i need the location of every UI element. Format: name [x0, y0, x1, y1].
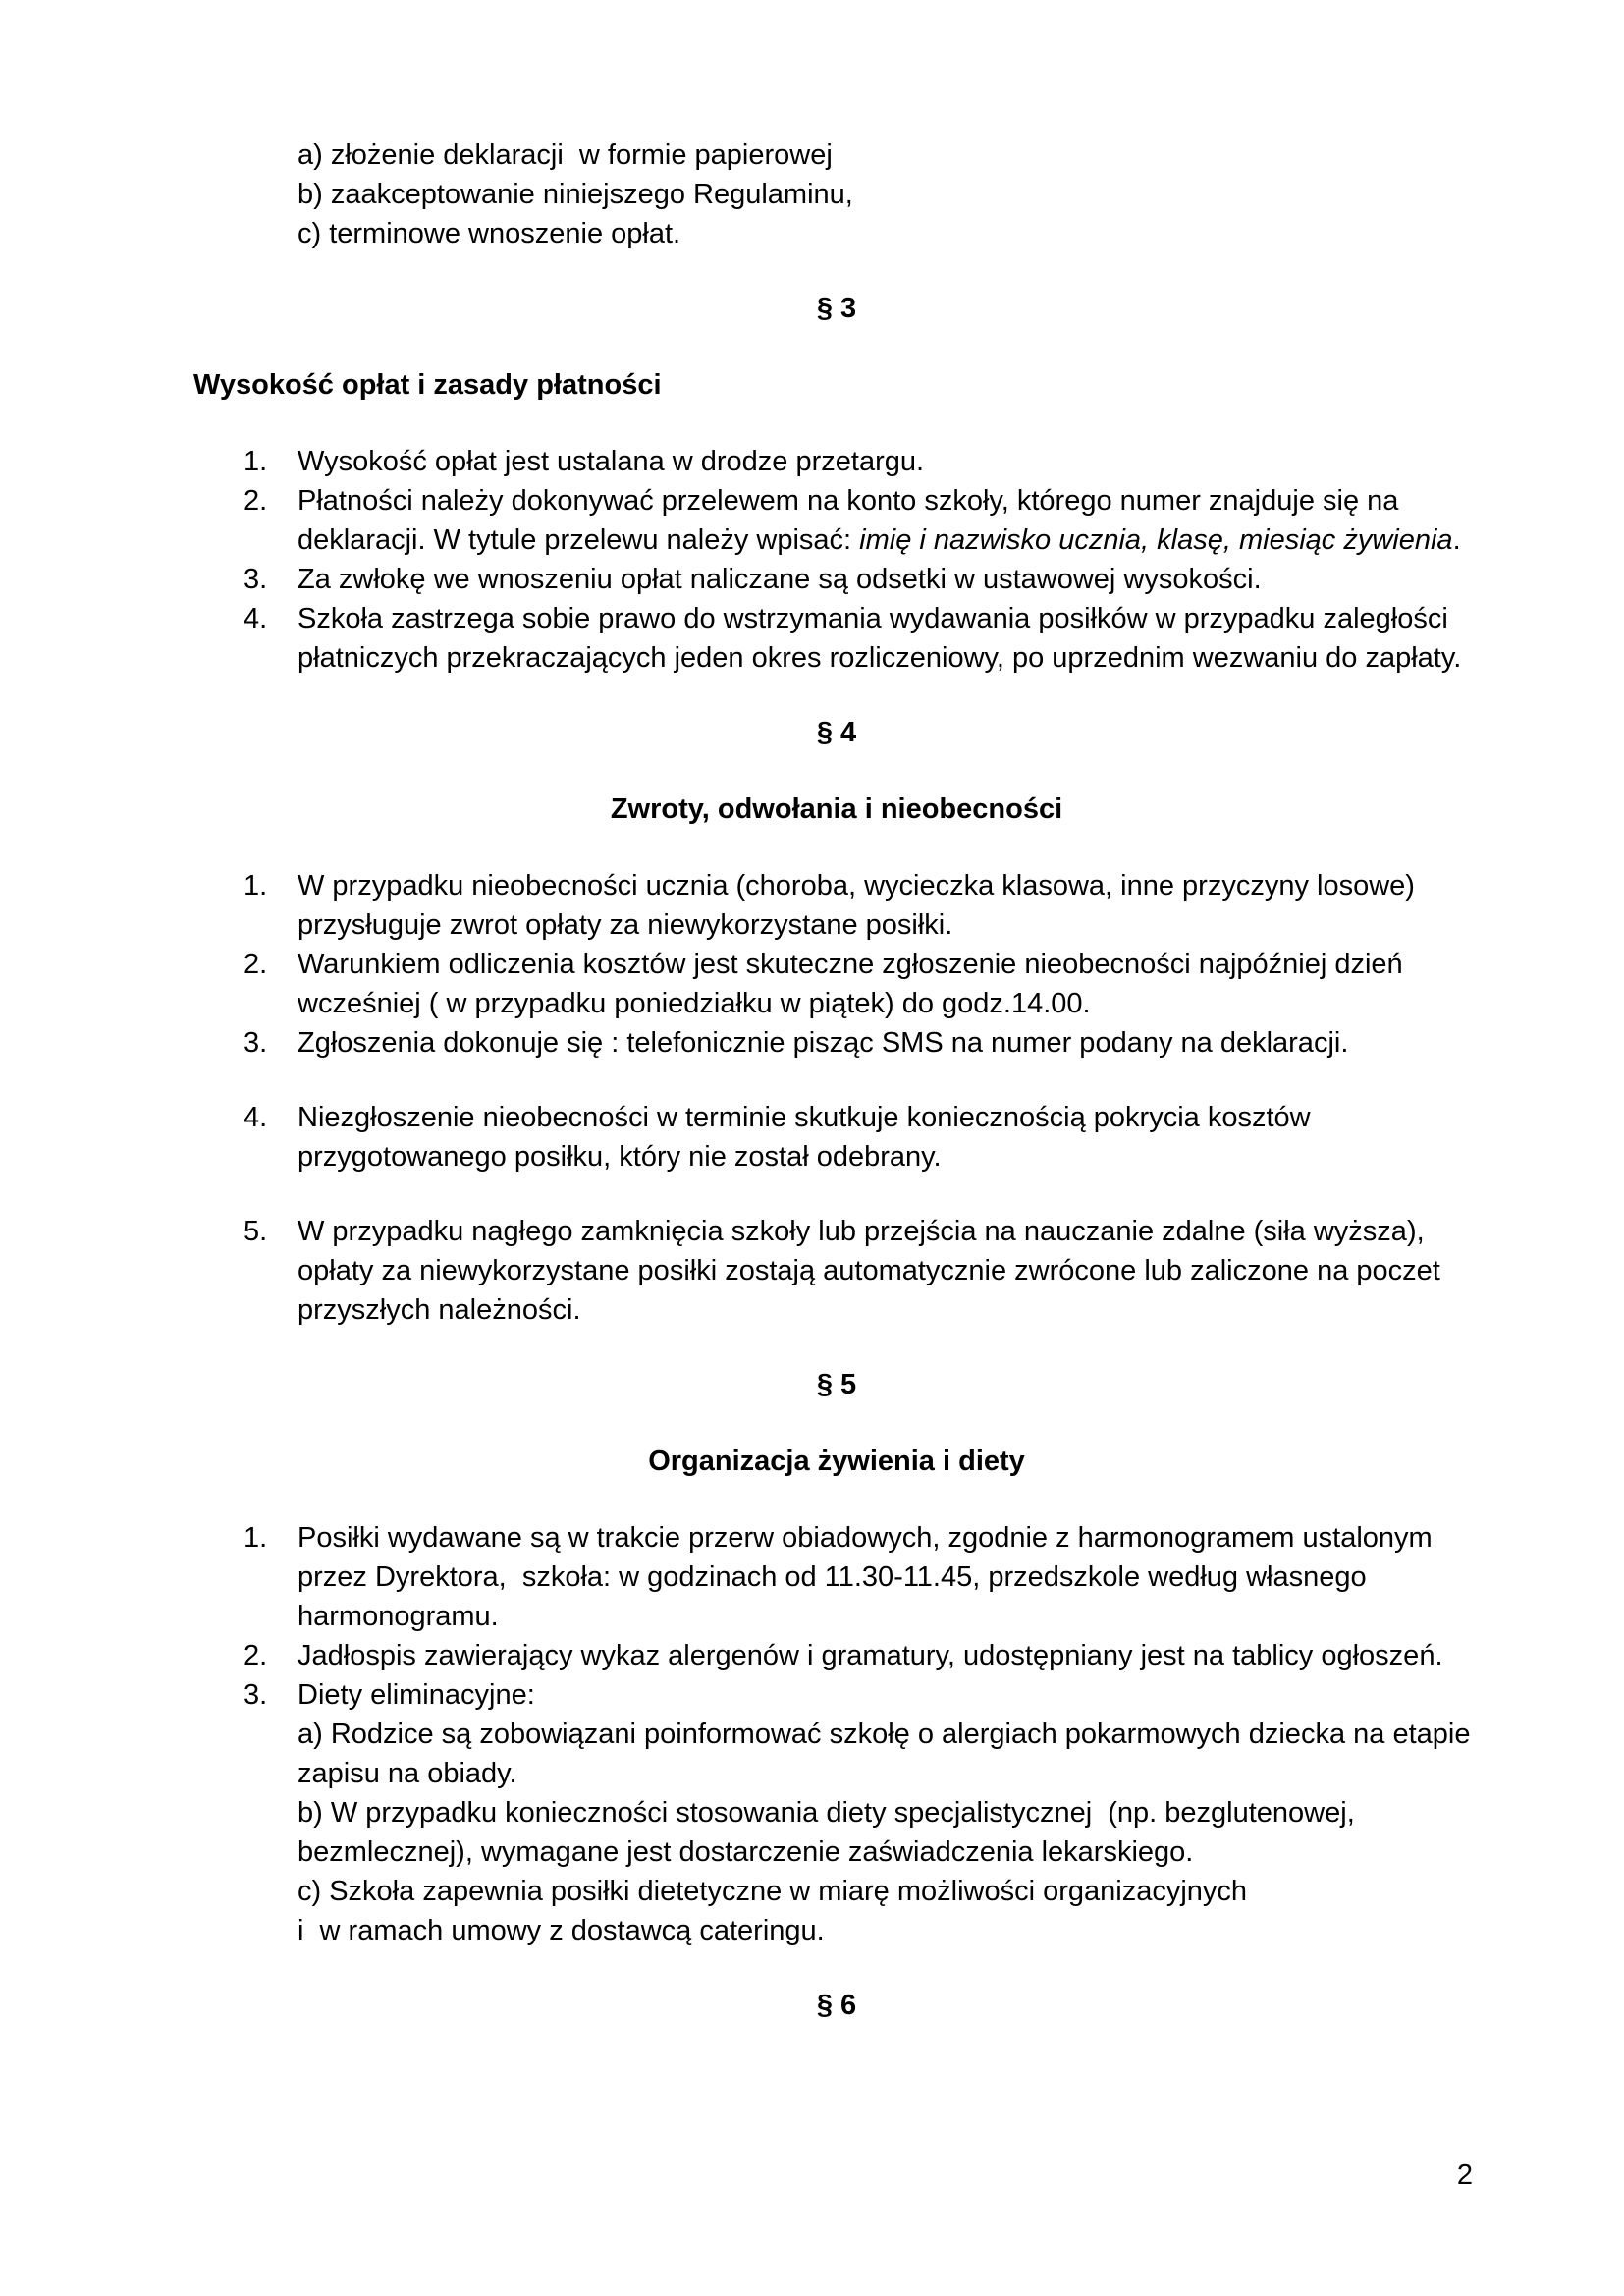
item-number: 2. — [244, 485, 268, 517]
item-paragraph — [298, 1679, 535, 1711]
item-number: 3. — [244, 564, 268, 595]
item-number: 5. — [244, 1216, 268, 1247]
item-number: 1. — [244, 1522, 268, 1554]
item-paragraph — [298, 446, 924, 477]
text-run: Jadłospis zawierający wykaz alergenów i gramatury, udostępniany jest na tablicy ogłoszeń. — [298, 1640, 1443, 1671]
text-run: W przypadku nagłego zamknięcia szkoły lub przejścia na nauczanie zdalne (siła wyższa), opłaty za niewykorzystane posiłki zostają automatycznie zwrócone lub zaliczone na poczet przyszłych należności. — [298, 1216, 1448, 1326]
item-number: 3. — [244, 1027, 268, 1059]
list-item — [193, 1212, 1480, 1330]
list-item — [193, 1098, 1480, 1176]
page-number: 2 — [1456, 2159, 1473, 2191]
sections-container — [193, 289, 1480, 2025]
section-marker: § 3 — [816, 293, 857, 324]
item-text — [298, 481, 1480, 560]
item-number: 4. — [244, 603, 268, 634]
item-text — [298, 1675, 1480, 1950]
section-heading: Organizacja żywienia i diety — [648, 1446, 1025, 1477]
item-paragraph — [298, 949, 1411, 1019]
item-text — [298, 1212, 1480, 1330]
text-run: Zgłoszenia dokonuje się : telefonicznie pisząc SMS na numer podany na deklaracji. — [298, 1027, 1349, 1059]
list-item — [193, 442, 1480, 481]
list-item — [193, 560, 1480, 599]
item-paragraph — [298, 485, 1461, 556]
item-text — [298, 442, 1480, 481]
sub-line: i w ramach umowy z dostawcą cateringu. — [298, 1915, 825, 1946]
sub-line: c) Szkoła zapewnia posiłki dietetyczne w miarę możliwości organizacyjnych — [298, 1876, 1248, 1907]
document-content — [193, 136, 1480, 2025]
section — [193, 1365, 1480, 1950]
sub-line: a) Rodzice są zobowiązani poinformować szkołę o alergiach pokarmowych dziecka na etapie zapisu na obiady. — [298, 1719, 1479, 1789]
item-number: 1. — [244, 870, 268, 902]
item-paragraph — [298, 1522, 1440, 1632]
item-paragraph — [298, 870, 1423, 941]
list-item — [193, 481, 1480, 560]
item-paragraph — [298, 603, 1461, 674]
text-run: . — [1452, 524, 1461, 556]
section-heading: Wysokość opłat i zasady płatności — [193, 369, 662, 401]
item-paragraph — [298, 1102, 1319, 1173]
text-run: Szkoła zastrzega sobie prawo do wstrzymania wydawania posiłków w przypadku zaległości płatniczych przekraczających jeden okres rozliczeniowy, po uprzednim wezwaniu do zapłaty. — [298, 603, 1462, 674]
list-item — [193, 1023, 1480, 1063]
ordered-list — [193, 442, 1480, 678]
text-run: Wysokość opłat jest ustalana w drodze przetargu. — [298, 446, 925, 477]
item-number: 4. — [244, 1102, 268, 1133]
text-run: imię i nazwisko ucznia, klasę, miesiąc żywienia — [859, 524, 1453, 556]
item-text — [298, 866, 1480, 945]
section — [193, 289, 1480, 678]
sub-line: b) W przypadku konieczności stosowania diety specjalistycznej (np. bezglutenowej, bezmlecznej), wymagane jest dostarczenie zaświadczenia lekarskiego. — [298, 1797, 1363, 1868]
section-marker: § 5 — [816, 1369, 857, 1400]
text-run: Diety eliminacyjne: — [298, 1679, 535, 1711]
text-run: W przypadku nieobecności ucznia (choroba, wycieczka klasowa, inne przyczyny losowe) przysługuje zwrot opłaty za niewykorzystane posiłki. — [298, 870, 1424, 941]
item-paragraph — [298, 1216, 1448, 1326]
section — [193, 713, 1480, 1330]
section — [193, 1986, 1480, 2025]
intro-line: c) terminowe wnoszenie opłat. — [298, 218, 681, 249]
item-text — [298, 560, 1480, 599]
item-paragraph — [298, 1027, 1348, 1059]
section-heading: Zwroty, odwołania i nieobecności — [610, 793, 1063, 825]
item-text — [298, 1636, 1480, 1675]
list-item — [193, 1675, 1480, 1950]
text-run: Niezgłoszenie nieobecności w terminie skutkuje koniecznością pokrycia kosztów przygotowanego posiłku, który nie został odebrany. — [298, 1102, 1319, 1173]
item-text — [298, 1023, 1480, 1063]
item-number: 3. — [244, 1679, 268, 1711]
section-marker: § 6 — [816, 1990, 857, 2021]
item-text — [298, 1518, 1480, 1636]
text-run: Za zwłokę we wnoszeniu opłat naliczane są odsetki w ustawowej wysokości. — [298, 564, 1262, 595]
list-item — [193, 866, 1480, 945]
list-item — [193, 599, 1480, 678]
text-run: Posiłki wydawane są w trakcie przerw obiadowych, zgodnie z harmonogramem ustalonym przez Dyrektora, szkoła: w godzinach od 11.30-11.45, przedszkole według własnego harmonogramu. — [298, 1522, 1440, 1632]
item-number: 2. — [244, 949, 268, 980]
item-paragraph — [298, 564, 1262, 595]
text-run: Płatności należy dokonywać przelewem na konto szkoły, którego numer znajduje się na deklaracji. W tytule przelewu należy wpisać: — [298, 485, 1407, 556]
item-text — [298, 599, 1480, 678]
list-item — [193, 1636, 1480, 1675]
intro-line: b) zaakceptowanie niniejszego Regulaminu, — [298, 179, 853, 210]
ordered-list — [193, 866, 1480, 1330]
list-item — [193, 945, 1480, 1023]
item-paragraph — [298, 1640, 1443, 1671]
item-number: 2. — [244, 1640, 268, 1671]
item-number: 1. — [244, 446, 268, 477]
list-item — [193, 1518, 1480, 1636]
item-text — [298, 945, 1480, 1023]
intro-line: a) złożenie deklaracji w formie papierowej — [298, 139, 833, 171]
intro-list — [193, 136, 1480, 253]
ordered-list — [193, 1518, 1480, 1950]
text-run: Warunkiem odliczenia kosztów jest skuteczne zgłoszenie nieobecności najpóźniej dzień wcześniej ( w przypadku poniedziałku w piątek) do godz.14.00. — [298, 949, 1411, 1019]
section-marker: § 4 — [816, 717, 857, 748]
item-text — [298, 1098, 1480, 1176]
